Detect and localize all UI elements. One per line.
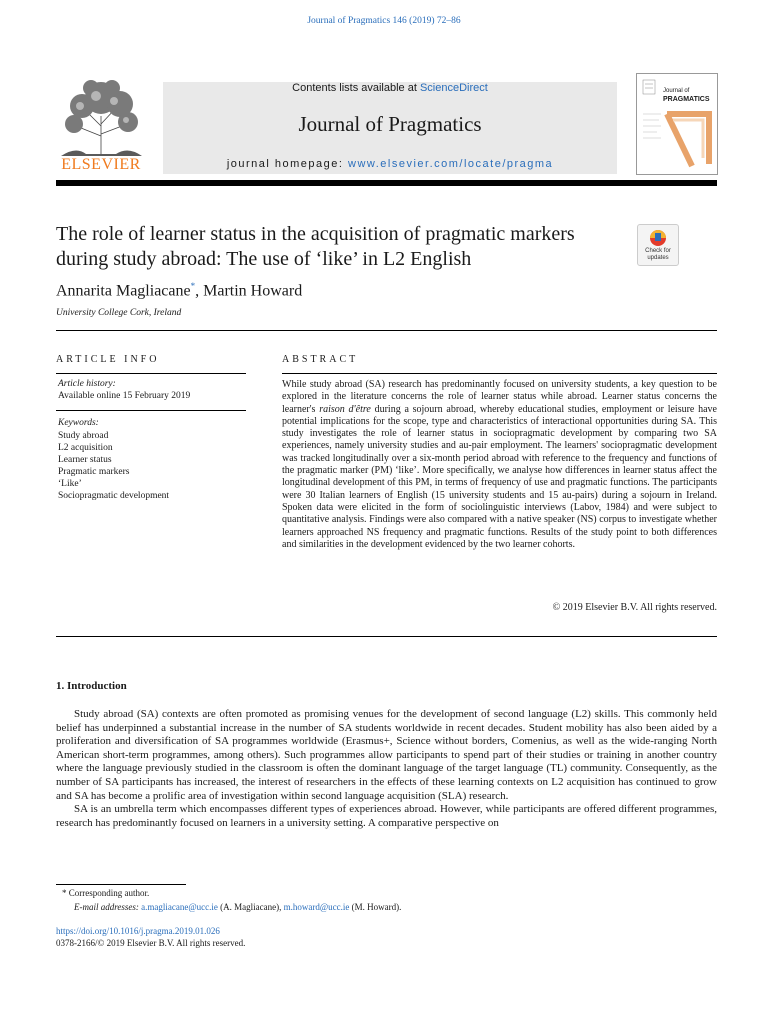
keyword-item: Sociopragmatic development <box>58 491 170 501</box>
section-heading-introduction: 1. Introduction <box>56 680 127 692</box>
keywords-label: Keywords: <box>58 418 99 428</box>
abstract-copyright: © 2019 Elsevier B.V. All rights reserved. <box>552 602 717 613</box>
keyword-item: Pragmatic markers <box>58 467 130 477</box>
doi-link[interactable]: https://doi.org/10.1016/j.pragma.2019.01.026 <box>56 926 220 936</box>
abstract-rule <box>282 373 717 374</box>
email-label: E-mail addresses: <box>74 902 139 912</box>
keyword-item: Study abroad <box>58 431 109 441</box>
keyword-item: L2 acquisition <box>58 443 113 453</box>
introduction-body <box>56 708 717 830</box>
journal-homepage-line <box>163 158 617 170</box>
email-1-owner: (A. Magliacane), <box>217 902 284 912</box>
abstract-heading: ABSTRACT <box>282 354 359 365</box>
corresponding-author-mark[interactable]: * <box>190 281 196 291</box>
journal-citation-link[interactable]: Journal of Pragmatics 146 (2019) 72–86 <box>307 16 461 26</box>
email-link-1[interactable]: a.magliacane@ucc.ie <box>141 902 218 912</box>
check-for-updates-button[interactable] <box>637 224 679 266</box>
contents-prefix: Contents lists available at <box>292 82 420 94</box>
elsevier-logo <box>56 76 146 176</box>
author-2-name: Martin Howard <box>203 282 303 300</box>
badge-line-1: Check for <box>645 248 671 254</box>
cover-title-1: Journal of <box>663 88 690 94</box>
header-thick-rule <box>56 180 717 186</box>
abstract-end-rule <box>56 636 717 637</box>
homepage-prefix: journal homepage: <box>226 158 348 170</box>
corresponding-author-note: * Corresponding author. <box>62 888 150 898</box>
article-info-rule <box>56 373 246 374</box>
title-rule <box>56 330 717 331</box>
author-list <box>56 281 302 300</box>
keyword-list <box>58 430 169 502</box>
footnote-rule <box>56 884 186 885</box>
homepage-link[interactable]: www.elsevier.com/locate/pragma <box>348 158 554 170</box>
check-for-updates-icon <box>638 227 678 249</box>
elsevier-wordmark: ELSEVIER <box>61 156 141 173</box>
keyword-item: Learner status <box>58 455 112 465</box>
article-history-text: Available online 15 February 2019 <box>58 391 191 401</box>
intro-paragraph: Study abroad (SA) contexts are often promoted as promising venues for the development of second language (L2) skills. This commonly held belief has underpinned a substantial increase in the number of SA students worldwide in recent decades. Student mobility has also been aided by a proliferation and diversification of SA programmes worldwide (Erasmus+, Science without borders, Comenius, as well as the wide-ranging North American short-term programmes, among others). Such programmes allow participants to spend part of their studies or training in another country where the language previously studied in the classroom is often the dominant language of the target language (TL) community. Consequently, as the number of SA participants has increased, the interest of researchers in the effects of these learning contexts on L2 acquisition has continued to grow and SA has become a prolific area of investigation within second language acquisition (SLA) research. <box>56 708 717 802</box>
abstract-part-1: While study abroad (SA) research has predominantly focused on university students, a key question to be explored in the literature concerns the role of learner status while abroad. Learner status concerns the learner's <box>282 379 717 415</box>
author-affiliation: University College Cork, Ireland <box>56 308 182 318</box>
author-1-name: Annarita Magliacane <box>56 282 191 300</box>
badge-line-2: updates <box>647 255 669 261</box>
intro-paragraph: SA is an umbrella term which encompasses different types of experiences abroad. However, while participants are offered different programmes, research has predominantly focused on learners in a university setting. A comparative perspective on <box>56 803 717 829</box>
contents-line <box>163 82 617 94</box>
article-info-heading: ARTICLE INFO <box>56 354 160 365</box>
article-title: The role of learner status in the acquisition of pragmatic markers during study abroad: The use of ‘like’ in L2 English <box>56 223 575 270</box>
email-footnote <box>74 902 401 912</box>
email-link-2[interactable]: m.howard@ucc.ie <box>283 902 350 912</box>
sciencedirect-link[interactable]: ScienceDirect <box>419 82 488 94</box>
abstract-text <box>282 379 717 551</box>
abstract-part-2: during a sojourn abroad, whereby educational studies, employment or leisure have potential implications for the scope, type and characteristics of interactional opportunities during SA. This study investigates the role of learner status in sociopragmatic development by comparing two SA experiences, namely university studies and au-pair employment. The learners' sociopragmatic development was tracked longitudinally over a six-month period abroad with reference to the frequency and functions of the pragmatic marker (PM) ‘like’. More specifically, we analyse how differences in learner status affect the longitudinal development of this PM, in terms of frequency of use and pragmatic functions. The participants were 30 Italian learners of English (15 university students and 15 au-pairs) during a sojourn in Ireland. Spoken data were elicited in the form of sociolinguistic interviews (Labov, 1984) and were subject to quantitative analysis. Findings were also compared with a native speaker (NS) corpus to investigate whether learners approached NS frequency and pragmatic functions. Results of the study point to both differences and similarities in the development evidenced by the two learner cohorts. <box>282 403 717 550</box>
cover-title-2: PRAGMATICS <box>663 96 710 103</box>
keyword-item: ‘Like’ <box>58 479 82 489</box>
author-separator: , <box>195 282 204 300</box>
journal-name: Journal of Pragmatics <box>298 112 482 136</box>
journal-cover-image <box>636 73 718 175</box>
article-history-label: Article history: <box>58 379 116 389</box>
article-info-divider <box>56 410 246 411</box>
abstract-italic-phrase: raison d'être <box>319 403 371 415</box>
issn-copyright-line: 0378-2166/© 2019 Elsevier B.V. All rights reserved. <box>56 938 246 948</box>
email-2-owner: (M. Howard). <box>349 902 402 912</box>
